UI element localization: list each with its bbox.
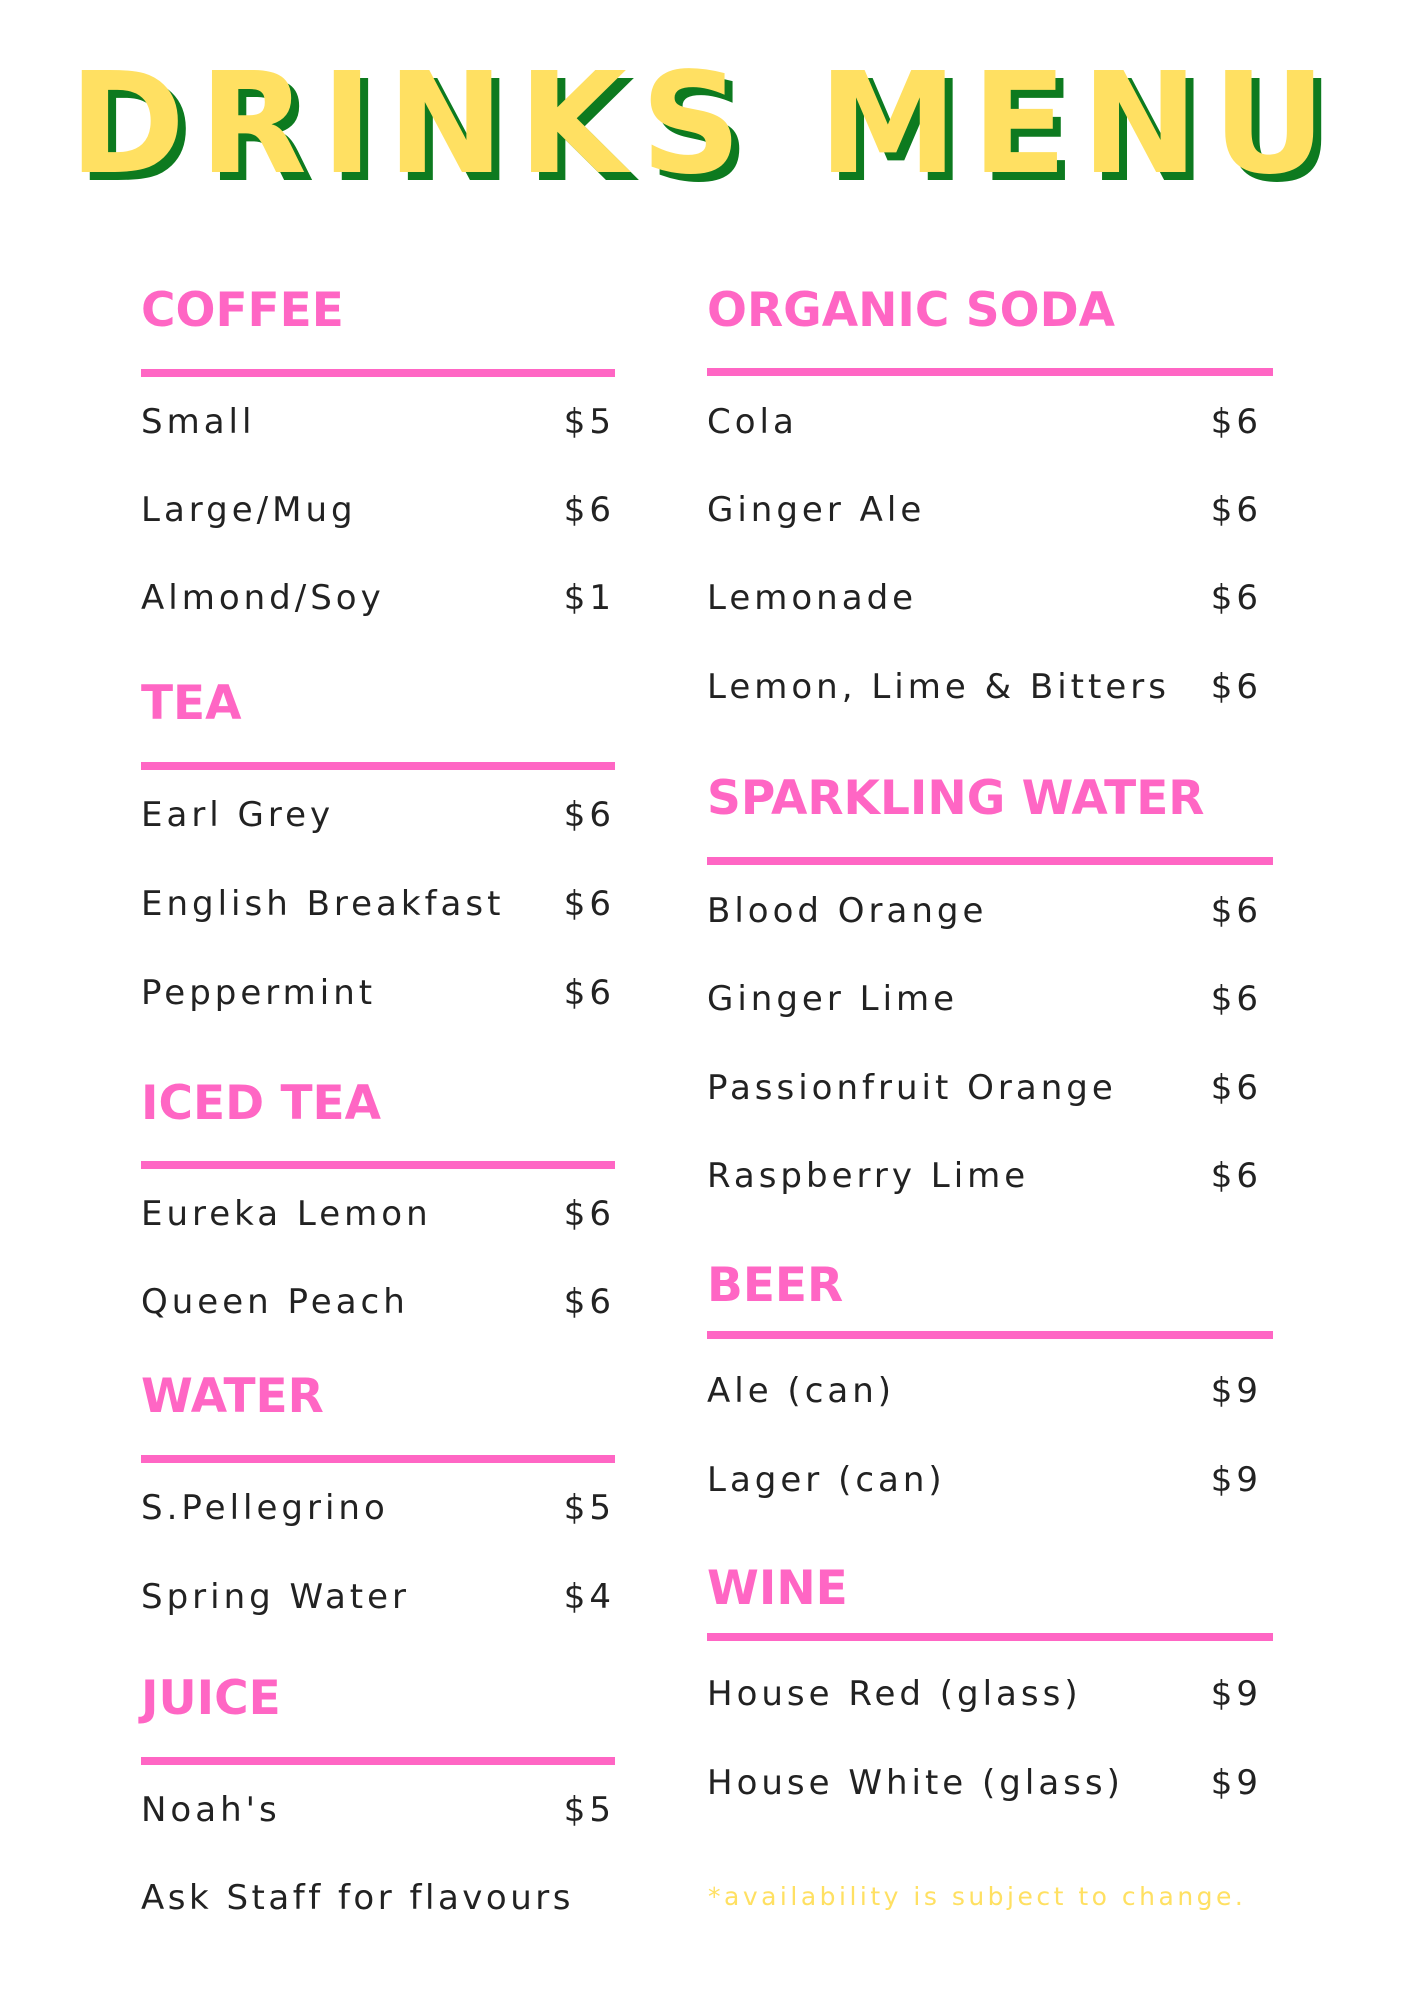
menu-item <box>707 1156 1262 1196</box>
menu-item-price: $9 <box>1210 1763 1262 1803</box>
menu-item <box>141 795 615 835</box>
menu-item-price: $6 <box>1210 1068 1262 1108</box>
menu-item-price: $6 <box>1210 1156 1262 1196</box>
menu-item-name: Blood Orange <box>707 891 988 931</box>
menu-item-price: $6 <box>563 884 615 924</box>
menu-item-price: $6 <box>1210 979 1262 1019</box>
menu-item-price: $5 <box>563 402 615 442</box>
menu-item <box>707 979 1262 1019</box>
menu-item-price: $6 <box>1210 667 1262 707</box>
menu-item-price: $1 <box>563 578 615 618</box>
menu-item-price: $5 <box>563 1488 615 1528</box>
section-heading-sparkling-water: SPARKLING WATER <box>707 771 1205 826</box>
menu-item <box>141 490 615 530</box>
section-divider <box>141 1757 615 1765</box>
menu-item <box>141 884 615 924</box>
juice-note <box>141 1878 615 1918</box>
menu-item <box>707 1371 1262 1411</box>
section-heading-juice: JUICE <box>141 1671 281 1726</box>
menu-item <box>707 402 1262 442</box>
menu-item-price: $6 <box>563 973 615 1013</box>
menu-item-name: Raspberry Lime <box>707 1156 1030 1196</box>
section-heading-iced-tea: ICED TEA <box>141 1076 382 1131</box>
menu-item-price: $6 <box>563 795 615 835</box>
section-heading-tea: TEA <box>141 676 242 731</box>
menu-item-price: $4 <box>563 1577 615 1617</box>
menu-item-name: S.Pellegrino <box>141 1488 389 1528</box>
section-divider <box>141 1455 615 1463</box>
menu-item-name: Ginger Ale <box>707 490 926 530</box>
section-divider <box>707 1633 1273 1641</box>
menu-item-price: $9 <box>1210 1371 1262 1411</box>
section-heading-water: WATER <box>141 1369 324 1424</box>
menu-item <box>707 1674 1262 1714</box>
menu-item <box>141 973 615 1013</box>
menu-item-price: $6 <box>563 490 615 530</box>
menu-item-price: $6 <box>563 1194 615 1234</box>
menu-item <box>141 402 615 442</box>
menu-item <box>707 1763 1262 1803</box>
menu-item <box>707 1068 1262 1108</box>
menu-item-price: $9 <box>1210 1674 1262 1714</box>
menu-item-name: Small <box>141 402 256 442</box>
section-divider <box>707 1331 1273 1339</box>
menu-item-name: Peppermint <box>141 973 377 1013</box>
menu-item-name: Spring Water <box>141 1577 411 1617</box>
menu-item <box>707 490 1262 530</box>
menu-item <box>707 891 1262 931</box>
menu-item-name: Lager (can) <box>707 1460 946 1500</box>
menu-item-price: $6 <box>563 1282 615 1322</box>
menu-item-name: Large/Mug <box>141 490 357 530</box>
menu-item <box>141 1282 615 1322</box>
menu-item-price: $6 <box>1210 402 1262 442</box>
section-divider <box>707 368 1273 376</box>
menu-item <box>707 578 1262 618</box>
menu-item-name: Ginger Lime <box>707 979 959 1019</box>
menu-item-name: English Breakfast <box>141 884 505 924</box>
menu-item-price: $6 <box>1210 891 1262 931</box>
menu-item <box>707 667 1262 707</box>
menu-item-price: $6 <box>1210 578 1262 618</box>
menu-item-name: Eureka Lemon <box>141 1194 432 1234</box>
menu-item <box>141 1790 615 1830</box>
menu-item-price: $9 <box>1210 1460 1262 1500</box>
menu-item-name: Almond/Soy <box>141 578 385 618</box>
menu-item-name: Passionfruit Orange <box>707 1068 1117 1108</box>
section-heading-wine: WINE <box>707 1561 848 1616</box>
section-heading-organic-soda: ORGANIC SODA <box>707 283 1115 338</box>
section-heading-coffee: COFFEE <box>141 283 344 338</box>
section-divider <box>141 1161 615 1169</box>
menu-item-name: Lemon, Lime & Bitters <box>707 667 1170 707</box>
menu-item-name: Queen Peach <box>141 1282 409 1322</box>
menu-item-name: Earl Grey <box>141 795 335 835</box>
menu-item-price: $5 <box>563 1790 615 1830</box>
menu-item <box>141 578 615 618</box>
section-divider <box>707 857 1273 865</box>
section-heading-beer: BEER <box>707 1258 844 1313</box>
menu-item-name: House White (glass) <box>707 1763 1124 1803</box>
menu-item <box>141 1577 615 1617</box>
menu-item-name: Ale (can) <box>707 1371 896 1411</box>
menu-item-name: House Red (glass) <box>707 1674 1082 1714</box>
menu-item <box>141 1194 615 1234</box>
menu-item-name: Noah's <box>141 1790 281 1830</box>
availability-footnote: *availability is subject to change. <box>708 1882 1247 1911</box>
menu-title: DRINKS MENU <box>68 43 1341 206</box>
menu-item <box>707 1460 1262 1500</box>
section-divider <box>141 369 615 377</box>
juice-note-text: Ask Staff for flavours <box>141 1878 574 1918</box>
menu-item-name: Cola <box>707 402 798 442</box>
menu-item-name: Lemonade <box>707 578 918 618</box>
menu-item <box>141 1488 615 1528</box>
section-divider <box>141 762 615 770</box>
menu-item-price: $6 <box>1210 490 1262 530</box>
